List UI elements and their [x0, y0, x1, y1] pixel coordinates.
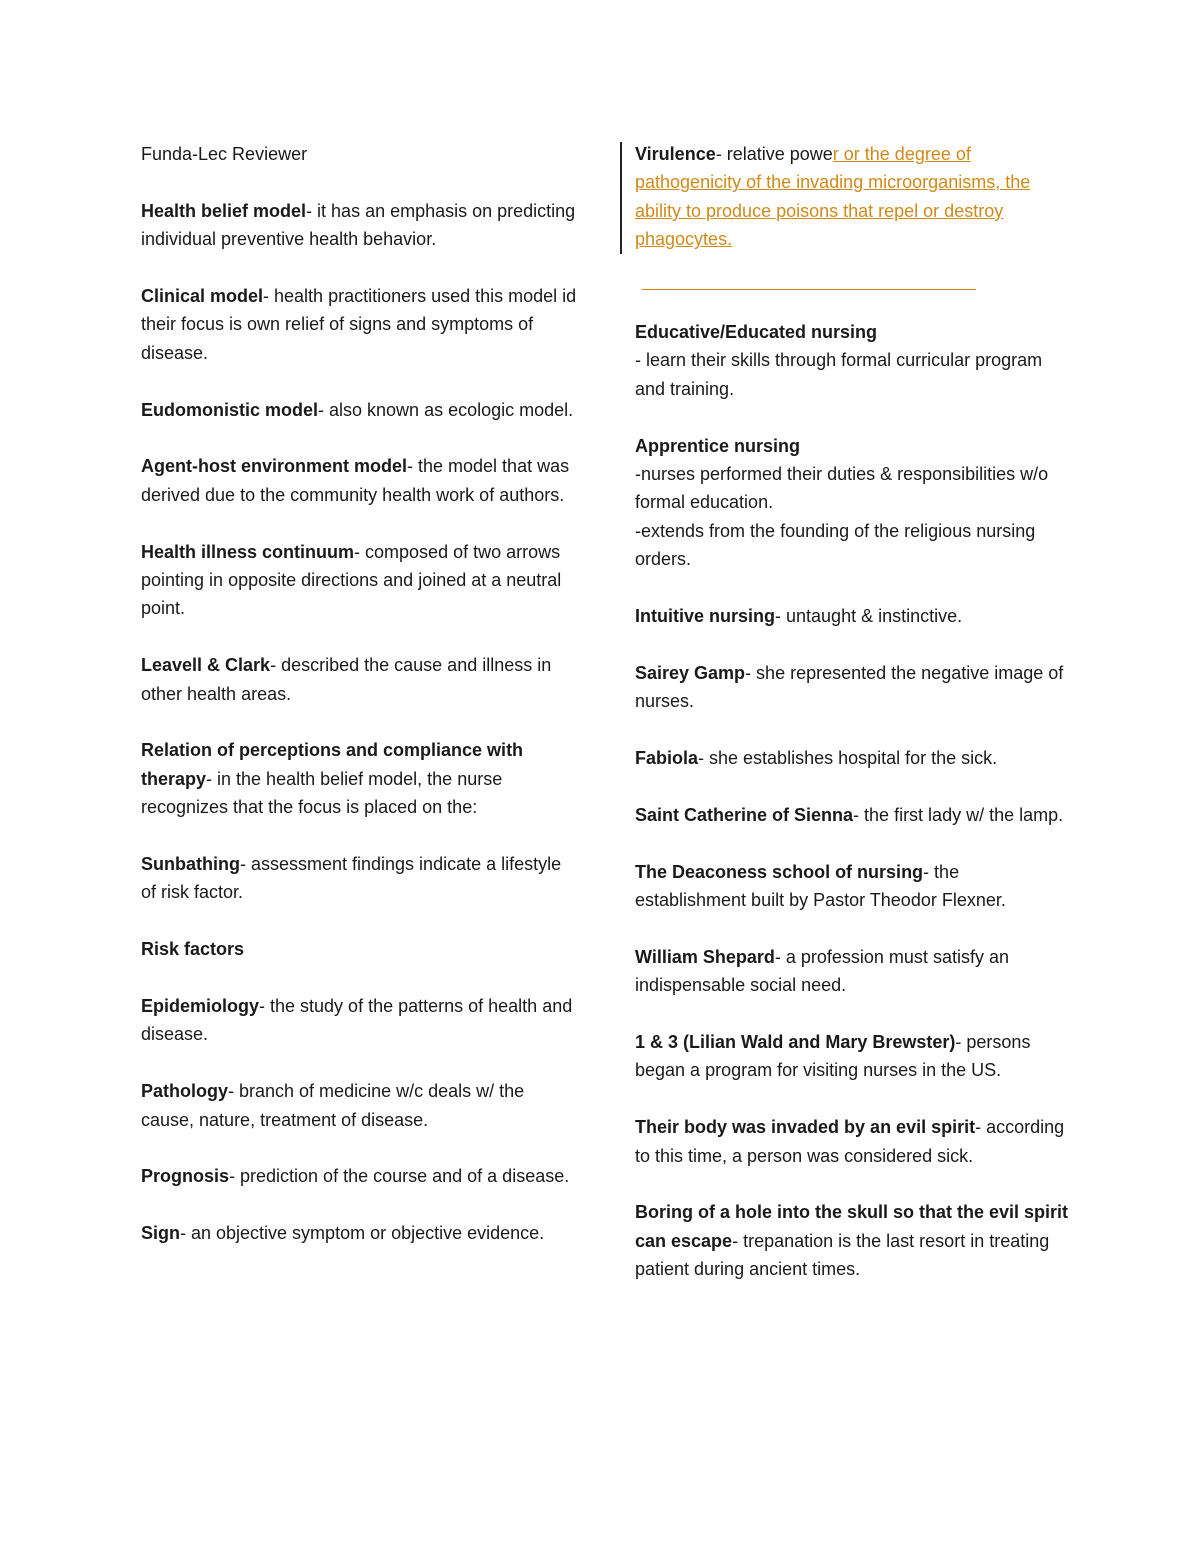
entry-term: Their body was invaded by an evil spirit	[635, 1117, 976, 1138]
entry	[141, 452, 581, 509]
entry-term: Educative/Educated nursing	[635, 322, 878, 343]
entry-definition: - health practitioners used this model id their focus is own relief of signs and symptoms of disease.	[141, 286, 577, 363]
entry-term: Sairey Gamp	[635, 662, 746, 683]
entry	[141, 651, 581, 708]
entry	[635, 1028, 1075, 1085]
entry-term: Epidemiology	[141, 996, 260, 1017]
entry-definition: - in the health belief model, the nurse recognizes that the focus is placed on the:	[141, 768, 503, 818]
entry	[635, 318, 1075, 403]
entry-term: Apprentice nursing	[635, 435, 801, 456]
change-bar	[620, 142, 622, 254]
entry	[141, 1077, 581, 1134]
entry	[635, 744, 1075, 772]
right-column	[635, 140, 1075, 1312]
entry-definition: - according to this time, a person was considered sick.	[635, 1117, 1065, 1166]
spacer	[635, 282, 1075, 318]
left-entries	[141, 197, 581, 1248]
entry-term: Relation of perceptions and compliance with therapy	[141, 740, 524, 789]
entry	[141, 1219, 581, 1247]
entry-term: Agent-host environment model	[141, 456, 408, 477]
entry-definition-line: -extends from the founding of the religious nursing orders.	[635, 520, 1036, 570]
entry	[141, 850, 581, 907]
document-title: Funda-Lec Reviewer	[141, 144, 308, 164]
entry-definition: - branch of medicine w/c deals w/ the cause, nature, treatment of disease.	[141, 1081, 525, 1130]
entry-definition: - the model that was derived due to the community health work of authors.	[141, 456, 570, 505]
left-column	[141, 140, 581, 1276]
entry-definition: - it has an emphasis on predicting individual preventive health behavior.	[141, 200, 576, 250]
entry	[141, 396, 581, 424]
entry-term: 1 & 3 (Lilian Wald and Mary Brewster)	[635, 1032, 956, 1053]
entry	[635, 1113, 1075, 1170]
entry	[141, 282, 581, 367]
entry-term: Eudomonistic model	[141, 399, 319, 420]
tracked-insertion: r or the degree of pathogenicity of the invading microorganisms, the ability to produce poisons that repel or destroy phagocytes.	[635, 144, 1031, 250]
entry	[635, 801, 1075, 829]
entry	[141, 736, 581, 821]
entry-definition: - trepanation is the last resort in treating patient during ancient times.	[635, 1230, 1050, 1280]
entry-virulence	[635, 140, 1075, 254]
entry-definition: - persons began a program for visiting nurses in the US.	[635, 1032, 1031, 1081]
entry-term: The Deaconess school of nursing	[635, 861, 924, 882]
entry-term: Health illness continuum	[141, 541, 355, 562]
entry-term: Virulence	[635, 144, 716, 164]
entry-definition: - assessment findings indicate a lifestyle of risk factor.	[141, 854, 562, 903]
entry-term: Boring of a hole into the skull so that the evil spirit can escape	[635, 1202, 1069, 1251]
entry-definition: - described the cause and illness in other health areas.	[141, 655, 552, 704]
entry-definition: - she establishes hospital for the sick.	[698, 748, 998, 769]
right-entries	[635, 602, 1075, 1284]
entry	[635, 659, 1075, 716]
entry-term: Sign	[141, 1223, 180, 1244]
entry-definition: - prediction of the course and of a disease.	[229, 1166, 570, 1187]
entry-definition: - she represented the negative image of nurses.	[635, 662, 1064, 712]
entry-definition-line: - learn their skills through formal curricular program and training.	[635, 350, 1043, 399]
entry-definition: - relative powe	[715, 144, 833, 164]
entry	[141, 1162, 581, 1190]
entry-term: William Shepard	[635, 946, 775, 967]
entry-term: Sunbathing	[141, 854, 240, 875]
entry	[635, 432, 1075, 574]
entry-definition: - the establishment built by Pastor Theodor Flexner.	[635, 861, 1006, 911]
entry-term: Fabiola	[635, 748, 699, 769]
entry	[141, 935, 581, 963]
entry-term: Leavell & Clark	[141, 655, 271, 676]
entry-term: Pathology	[141, 1081, 229, 1102]
entry-definition: - the study of the patterns of health and disease.	[141, 996, 573, 1045]
entry	[635, 602, 1075, 630]
entry	[141, 197, 581, 254]
entry-definition: - composed of two arrows pointing in opposite directions and joined at a neutral point.	[141, 541, 562, 619]
entry	[635, 1198, 1075, 1283]
entry	[635, 943, 1075, 1000]
entry-definition: - an objective symptom or objective evidence.	[180, 1223, 545, 1244]
entry	[141, 538, 581, 623]
entry	[141, 992, 581, 1049]
entry	[635, 858, 1075, 915]
entry-term: Prognosis	[141, 1166, 230, 1187]
entry-definition: - untaught & instinctive.	[775, 606, 963, 627]
entry-term: Risk factors	[141, 939, 245, 960]
entry-definition: - also known as ecologic model.	[318, 399, 574, 420]
entry-definition: - the first lady w/ the lamp.	[853, 804, 1064, 825]
entry-definition-line: -nurses performed their duties & responsibilities w/o formal education.	[635, 464, 1049, 513]
entry-term: Clinical model	[141, 286, 264, 306]
entry-term: Intuitive nursing	[635, 606, 776, 627]
right-multi-entries	[635, 318, 1075, 574]
entry-definition: - a profession must satisfy an indispensable social need.	[635, 946, 1009, 996]
entry-term: Health belief model	[141, 200, 307, 221]
entry-term: Saint Catherine of Sienna	[635, 804, 854, 825]
